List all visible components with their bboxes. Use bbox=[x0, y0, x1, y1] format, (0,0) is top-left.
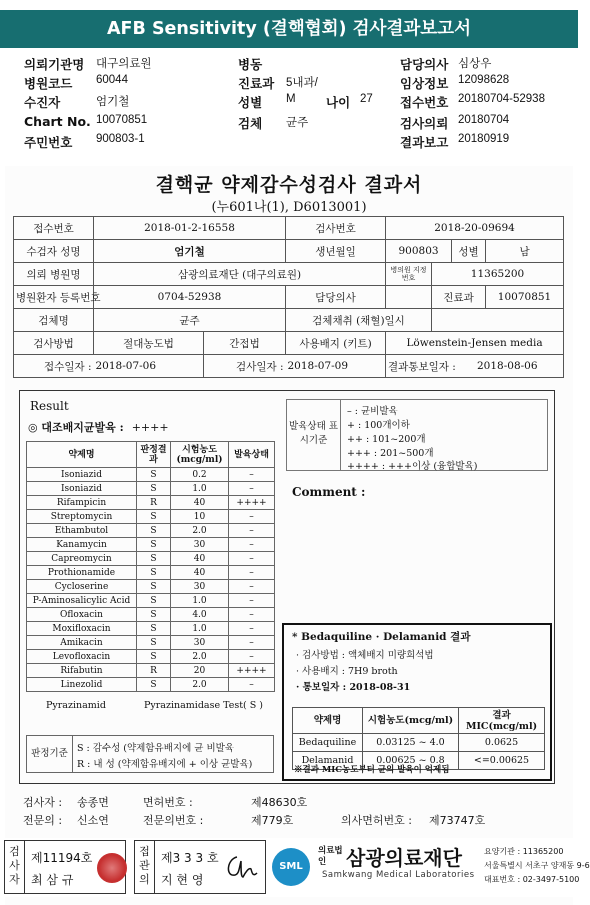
drug-cell: 2.0 bbox=[171, 650, 229, 664]
specialist-label: 전문의 : bbox=[23, 814, 63, 827]
drug-cell: R bbox=[137, 664, 171, 678]
age-value: 27 bbox=[360, 93, 373, 105]
drug-header-growth: 발육상태 bbox=[229, 442, 275, 468]
judgement-line-r: R : 내 성 (약제함유배지에 + 이상 균발육) bbox=[77, 759, 253, 770]
patient-detail-table bbox=[13, 216, 564, 378]
drug-cell: 2.0 bbox=[171, 678, 229, 692]
bd-cell: 0.03125 ~ 4.0 bbox=[363, 734, 459, 752]
info-row-3 bbox=[0, 93, 578, 111]
drug-cell: ++++ bbox=[229, 664, 275, 678]
bd-method: · 검사방법 : 액체배지 미량희석법 bbox=[296, 650, 434, 661]
notice-date-value: 2018-08-06 bbox=[452, 355, 564, 378]
request-date-label: 검사의뢰 bbox=[400, 116, 449, 131]
pyrazinamid-name: Pyrazinamid bbox=[46, 700, 106, 711]
drug-cell: Amikacin bbox=[27, 636, 137, 650]
drug-cell: Levofloxacin bbox=[27, 650, 137, 664]
drug-cell: S bbox=[137, 524, 171, 538]
legend-item: ++++ : +++이상 (융합발육) bbox=[347, 461, 478, 472]
doctor-cell-label: 담당의사 bbox=[286, 286, 386, 309]
hospital-code-value: 60044 bbox=[96, 74, 128, 86]
drug-cell: 4.0 bbox=[171, 608, 229, 622]
clinical-info-value: 12098628 bbox=[458, 74, 510, 86]
table-row bbox=[27, 468, 275, 482]
drug-table-header bbox=[27, 442, 275, 468]
receipt-no-value: 20180704-52938 bbox=[458, 93, 545, 105]
drug-cell: 30 bbox=[171, 636, 229, 650]
drug-cell: – bbox=[229, 650, 275, 664]
table-row bbox=[27, 678, 275, 692]
patient-info-panel bbox=[0, 55, 578, 153]
drug-cell: S bbox=[137, 510, 171, 524]
legend-item: + : 100개이하 bbox=[347, 420, 410, 431]
drug-cell: – bbox=[229, 608, 275, 622]
exam-no-cell-value: 2018-20-09694 bbox=[386, 217, 564, 240]
examiner-value: 송종면 bbox=[77, 796, 109, 809]
receipt-no-cell-label: 접수번호 bbox=[14, 217, 94, 240]
drug-cell: 0.2 bbox=[171, 468, 229, 482]
drug-cell: Linezolid bbox=[27, 678, 137, 692]
table-row bbox=[293, 734, 545, 752]
drug-header-name: 약제명 bbox=[27, 442, 137, 468]
drug-cell: 30 bbox=[171, 538, 229, 552]
growth-legend-label: 발육상태 표시기준 bbox=[287, 400, 341, 470]
dob-cell-label: 생년월일 bbox=[286, 240, 386, 263]
drug-cell: ++++ bbox=[229, 496, 275, 510]
drug-cell: Rifabutin bbox=[27, 664, 137, 678]
institution-label: 의뢰기관명 bbox=[24, 57, 85, 72]
drug-cell: 10 bbox=[171, 510, 229, 524]
drug-cell: – bbox=[229, 566, 275, 580]
drug-cell: – bbox=[229, 622, 275, 636]
drug-cell: – bbox=[229, 594, 275, 608]
bd-note: ※결과 MIC농도부터 균의 발육이 억제됨 bbox=[294, 765, 450, 775]
report-date-value: 20180919 bbox=[458, 133, 510, 145]
drug-cell: S bbox=[137, 580, 171, 594]
drug-cell: Moxifloxacin bbox=[27, 622, 137, 636]
drug-cell: 40 bbox=[171, 552, 229, 566]
info-row-4 bbox=[0, 114, 578, 132]
judgement-line-s: S : 감수성 (약제함유배지에 균 비발육 bbox=[77, 743, 234, 754]
receipt-date-label: 접수일자 : bbox=[14, 355, 94, 378]
drug-cell: S bbox=[137, 636, 171, 650]
ward-label: 병동 bbox=[238, 57, 263, 72]
bd-cell: 0.00625 ~ 0.8 bbox=[363, 752, 459, 770]
table-row bbox=[27, 538, 275, 552]
drug-cell: S bbox=[137, 552, 171, 566]
doctor-box-name: 지 현 영 bbox=[161, 873, 204, 887]
report-title: AFB Sensitivity (결핵협회) 검사결과보고서 bbox=[107, 19, 471, 39]
drug-cell: Ofloxacin bbox=[27, 608, 137, 622]
exam-date-label: 검사일자 : bbox=[204, 355, 286, 378]
method-cell-label: 검사방법 bbox=[14, 332, 94, 355]
signature-icon bbox=[223, 851, 259, 883]
bd-cell: <=0.00625 bbox=[459, 752, 545, 770]
table-row bbox=[27, 594, 275, 608]
receipt-no-label: 접수번호 bbox=[400, 95, 449, 110]
sex-cell-label: 성별 bbox=[452, 240, 486, 263]
collection-cell-label: 검체채취 (채혈)일시 bbox=[286, 309, 432, 332]
drug-cell: 2.0 bbox=[171, 524, 229, 538]
method2-cell-value: 간접법 bbox=[204, 332, 286, 355]
drug-cell: S bbox=[137, 594, 171, 608]
detail-row-1 bbox=[14, 217, 564, 240]
dept-cell-label: 진료과 bbox=[432, 286, 486, 309]
judgement-criteria bbox=[26, 735, 274, 773]
detail-row-7 bbox=[14, 355, 564, 378]
doctor-stamp-box bbox=[134, 840, 266, 894]
drug-cell: Rifampicin bbox=[27, 496, 137, 510]
bd-table bbox=[292, 707, 545, 770]
table-row bbox=[27, 482, 275, 496]
report-title-bar bbox=[0, 10, 578, 48]
license-value: 제48630호 bbox=[251, 796, 308, 809]
specialist-value: 신소연 bbox=[77, 814, 109, 827]
hospital-code-label: 병원코드 bbox=[24, 76, 73, 91]
control-growth bbox=[28, 419, 169, 435]
chart-no-value: 10070851 bbox=[96, 114, 148, 126]
drug-cell: 20 bbox=[171, 664, 229, 678]
drug-sensitivity-table bbox=[26, 441, 275, 692]
drug-cell: 40 bbox=[171, 496, 229, 510]
hospital-cell-value: 삼광의료재단 (대구의료원) bbox=[94, 263, 386, 286]
judgement-label: 판정기준 bbox=[27, 736, 73, 772]
name-cell-value: 엄기철 bbox=[94, 240, 286, 263]
doctor-cell-value bbox=[386, 286, 432, 309]
drug-cell: – bbox=[229, 482, 275, 496]
contact-phone: 대표번호 : 02-3497-5100 bbox=[484, 875, 580, 884]
doctor-license-label: 의사면허번호 : bbox=[341, 814, 412, 827]
drug-cell: – bbox=[229, 552, 275, 566]
table-row bbox=[27, 608, 275, 622]
drug-cell: 1.0 bbox=[171, 594, 229, 608]
name-cell-label: 수검자 성명 bbox=[14, 240, 94, 263]
bd-cell: Delamanid bbox=[293, 752, 363, 770]
receipt-date-value: 2018-07-06 bbox=[94, 355, 204, 378]
org-prefix: 의료법인 bbox=[318, 846, 343, 867]
growth-legend bbox=[286, 399, 548, 471]
resident-no-value: 900803-1 bbox=[96, 133, 145, 145]
specimen-value: 균주 bbox=[286, 117, 309, 129]
drug-cell: 1.0 bbox=[171, 622, 229, 636]
drug-cell: – bbox=[229, 678, 275, 692]
department-value: 5내과/ bbox=[286, 77, 318, 89]
table-row bbox=[27, 566, 275, 580]
pyrazinamid-row bbox=[26, 699, 274, 715]
chart-no-label: Chart No. bbox=[24, 114, 91, 129]
doctor-value: 심상우 bbox=[458, 58, 492, 70]
drug-cell: S bbox=[137, 482, 171, 496]
bd-title: * Bedaquiline · Delamanid 결과 bbox=[292, 631, 471, 643]
examiner-box-label: 검사자 bbox=[5, 841, 25, 893]
table-row bbox=[27, 622, 275, 636]
scanned-report bbox=[5, 166, 573, 905]
footer bbox=[0, 838, 590, 897]
specimen-cell-value: 균주 bbox=[94, 309, 286, 332]
drug-cell: S bbox=[137, 538, 171, 552]
drug-cell: – bbox=[229, 524, 275, 538]
doctor-license-value: 제73747호 bbox=[429, 814, 486, 827]
legend-item: – : 균비발육 bbox=[347, 406, 398, 417]
specialist-no-value: 제779호 bbox=[251, 814, 294, 827]
bd-cell: 0.0625 bbox=[459, 734, 545, 752]
table-row bbox=[27, 580, 275, 594]
bd-table-header bbox=[293, 708, 545, 734]
result-title: Result bbox=[30, 399, 69, 413]
drug-cell: Capreomycin bbox=[27, 552, 137, 566]
table-row bbox=[27, 524, 275, 538]
receipt-no-cell-value: 2018-01-2-16558 bbox=[94, 217, 286, 240]
legend-item: +++ : 201~500개 bbox=[347, 448, 434, 459]
dob-cell-value: 900803 bbox=[386, 240, 452, 263]
bd-medium: · 사용배지 : 7H9 broth bbox=[296, 666, 398, 677]
drug-cell: – bbox=[229, 636, 275, 650]
bd-cell: Bedaquiline bbox=[293, 734, 363, 752]
drug-cell: S bbox=[137, 678, 171, 692]
scanned-report-subtitle: (누601나(1), D6013001) bbox=[211, 200, 367, 215]
table-row bbox=[27, 552, 275, 566]
info-row-1 bbox=[0, 55, 578, 73]
detail-row-5 bbox=[14, 309, 564, 332]
info-row-2 bbox=[0, 74, 578, 92]
resident-no-label: 주민번호 bbox=[24, 135, 73, 150]
clinical-info-label: 임상정보 bbox=[400, 76, 449, 91]
red-seal-icon bbox=[97, 853, 127, 883]
drug-cell: – bbox=[229, 538, 275, 552]
table-row bbox=[27, 636, 275, 650]
drug-cell: Isoniazid bbox=[27, 482, 137, 496]
comment-label: Comment : bbox=[292, 485, 366, 499]
specimen-label: 검체 bbox=[238, 116, 263, 131]
exam-no-cell-label: 검사번호 bbox=[286, 217, 386, 240]
examiner-stamp-box bbox=[4, 840, 126, 894]
exam-date-value: 2018-07-09 bbox=[286, 355, 386, 378]
drug-cell: 1.0 bbox=[171, 482, 229, 496]
pyrazinamid-value: Pyrazinamidase Test( S ) bbox=[144, 700, 263, 711]
result-box bbox=[19, 390, 555, 784]
table-row bbox=[27, 650, 275, 664]
drug-cell: S bbox=[137, 566, 171, 580]
sex-cell-value: 남 bbox=[486, 240, 564, 263]
drug-cell: Cycloserine bbox=[27, 580, 137, 594]
drug-cell: Prothionamide bbox=[27, 566, 137, 580]
medium-cell-label: 사용배지 (키트) bbox=[286, 332, 386, 355]
bd-header-mic: 결과 MIC(mcg/ml) bbox=[459, 708, 545, 734]
bedaquiline-delamanid-box bbox=[282, 623, 552, 781]
bd-header-concentration: 시험농도(mcg/ml) bbox=[363, 708, 459, 734]
org-name: 삼광의료재단 bbox=[346, 846, 462, 870]
report-date-label: 결과보고 bbox=[400, 135, 449, 150]
detail-row-4 bbox=[14, 286, 564, 309]
detail-row-6 bbox=[14, 332, 564, 355]
notice-date-label: 결과통보일자 : bbox=[386, 355, 452, 378]
info-row-5 bbox=[0, 133, 578, 151]
drug-cell: S bbox=[137, 650, 171, 664]
medium-cell-value: Löwenstein-Jensen media bbox=[386, 332, 564, 355]
examiner-label: 검사자 : bbox=[23, 796, 63, 809]
hospital-cell-label: 의뢰 병원명 bbox=[14, 263, 94, 286]
table-row bbox=[27, 510, 275, 524]
method-cell-value: 절대농도법 bbox=[94, 332, 204, 355]
table-row bbox=[27, 496, 275, 510]
detail-row-3 bbox=[14, 263, 564, 286]
drug-cell: Kanamycin bbox=[27, 538, 137, 552]
examiner-box-license: 제11194호 bbox=[31, 851, 93, 865]
control-growth-label: ◎ 대조배지균발육 : bbox=[28, 421, 124, 434]
drug-cell: Ethambutol bbox=[27, 524, 137, 538]
sex-value: M bbox=[286, 93, 296, 105]
doctor-label: 담당의사 bbox=[400, 57, 449, 72]
drug-cell: S bbox=[137, 622, 171, 636]
examinee-value: 엄기철 bbox=[96, 96, 130, 108]
contact-address: 서울특별시 서초구 양재동 9-6 bbox=[484, 861, 590, 870]
specimen-cell-label: 검체명 bbox=[14, 309, 94, 332]
department-label: 진료과 bbox=[238, 76, 275, 91]
license-label: 면허번호 : bbox=[143, 796, 193, 809]
bd-notice-date: · 통보일자 : 2018-08-31 bbox=[296, 682, 411, 693]
drug-cell: R bbox=[137, 496, 171, 510]
reg-cell-label: 병원환자 등록번호 bbox=[14, 286, 94, 309]
reg-cell-value: 0704-52938 bbox=[94, 286, 286, 309]
drug-cell: – bbox=[229, 468, 275, 482]
request-date-value: 20180704 bbox=[458, 114, 510, 126]
hospital-code-cell-label: 병의원 지정번호 bbox=[386, 263, 432, 286]
drug-cell: Isoniazid bbox=[27, 468, 137, 482]
collection-cell-value bbox=[432, 309, 564, 332]
sex-label: 성별 bbox=[238, 95, 263, 110]
drug-cell: S bbox=[137, 608, 171, 622]
drug-cell: 40 bbox=[171, 566, 229, 580]
table-row bbox=[27, 664, 275, 678]
examinee-label: 수진자 bbox=[24, 95, 61, 110]
specialist-no-label: 전문의번호 : bbox=[143, 814, 204, 827]
bd-header-drug: 약제명 bbox=[293, 708, 363, 734]
org-subtitle: Samkwang Medical Laboratories bbox=[322, 870, 475, 880]
sml-logo-icon bbox=[272, 848, 310, 886]
contact-institution: 요양기관 : 11365200 bbox=[484, 847, 564, 856]
institution-value: 대구의료원 bbox=[96, 58, 152, 70]
detail-row-2 bbox=[14, 240, 564, 263]
dept-cell-value: 10070851 bbox=[486, 286, 564, 309]
drug-header-result: 판정결과 bbox=[137, 442, 171, 468]
drug-cell: – bbox=[229, 580, 275, 594]
drug-cell: 30 bbox=[171, 580, 229, 594]
logo-text: SML bbox=[279, 861, 303, 872]
drug-cell: S bbox=[137, 468, 171, 482]
drug-cell: P-Aminosalicylic Acid bbox=[27, 594, 137, 608]
age-label: 나이 bbox=[326, 95, 351, 110]
legend-item: ++ : 101~200개 bbox=[347, 434, 426, 445]
control-growth-value: ++++ bbox=[131, 421, 169, 434]
doctor-box-license: 제3 3 3 호 bbox=[161, 851, 219, 865]
examiner-box-name: 최 삼 규 bbox=[31, 873, 74, 887]
scanned-report-title: 결핵균 약제감수성검사 결과서 bbox=[155, 174, 423, 196]
hospital-code-cell-value: 11365200 bbox=[432, 263, 564, 286]
drug-header-concentration: 시험농도(mcg/ml) bbox=[171, 442, 229, 468]
drug-cell: – bbox=[229, 510, 275, 524]
drug-cell: Streptomycin bbox=[27, 510, 137, 524]
doctor-box-label: 접관의 bbox=[135, 841, 155, 893]
